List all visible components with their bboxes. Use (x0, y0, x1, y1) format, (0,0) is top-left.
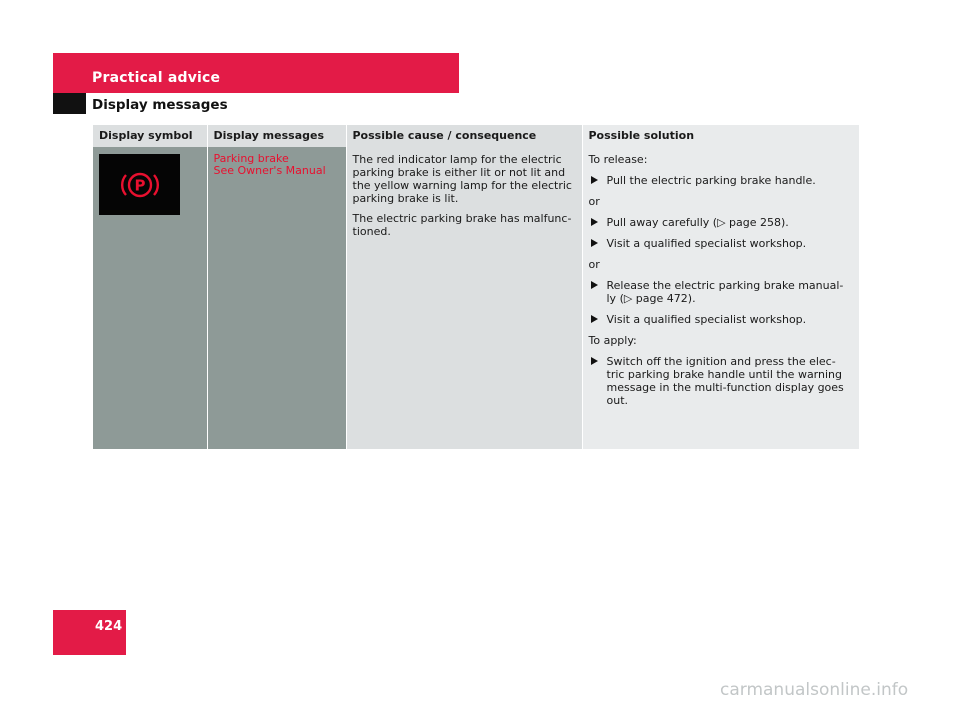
solution-step-text: Pull away carefully (▷ page 258). (606, 216, 789, 229)
or-separator: or (588, 195, 600, 208)
chapter-title: Practical advice (92, 70, 221, 86)
section-marker (53, 93, 86, 114)
message-cell (207, 147, 346, 449)
message-line-see-manual: See Owner's Manual (213, 164, 326, 177)
cause-text: The electric parking brake has malfunc-tioned. (352, 212, 572, 238)
display-messages-table (93, 125, 860, 449)
list-item (589, 313, 853, 326)
list-item (589, 174, 853, 187)
arrow-right-icon (591, 357, 598, 365)
arrow-right-icon (591, 315, 598, 323)
list-item (589, 279, 853, 305)
svg-text:P: P (134, 176, 145, 194)
symbol-cell (93, 147, 207, 449)
cause-text: The red indicator lamp for the electric parking brake is either lit or not lit and the yellow warning lamp for the electric parking brake is lit. (352, 153, 572, 205)
message-line-parking-brake: Parking brake (213, 152, 289, 165)
solution-cell (582, 147, 859, 449)
cause-cell (346, 147, 582, 449)
watermark: carmanualsonline.info (720, 680, 909, 700)
arrow-right-icon (591, 176, 598, 184)
solution-step-text: Visit a qualified specialist workshop. (606, 313, 807, 326)
column-header-messages: Display messages (207, 125, 346, 147)
column-header-symbol: Display symbol (93, 125, 207, 147)
table-header-row (93, 125, 859, 147)
list-item (589, 355, 853, 407)
solution-step-text: Release the electric parking brake manual-ly (▷ page 472). (606, 279, 844, 305)
table-row (93, 147, 859, 449)
column-header-solution: Possible solution (582, 125, 859, 147)
arrow-right-icon (591, 281, 598, 289)
solution-step-text: Pull the electric parking brake handle. (606, 174, 816, 187)
arrow-right-icon (591, 218, 598, 226)
list-item (589, 216, 853, 229)
apply-label: To apply: (588, 334, 637, 347)
list-item (589, 237, 853, 250)
solution-step-text: Visit a qualified specialist workshop. (606, 237, 807, 250)
page-number: 424 (95, 619, 123, 634)
section-title: Display messages (92, 97, 228, 113)
column-header-cause: Possible cause / consequence (346, 125, 582, 147)
arrow-right-icon (591, 239, 598, 247)
release-label: To release: (588, 153, 648, 166)
solution-step-text: Switch off the ignition and press the elec-tric parking brake handle until the warning message in the multi-function display goes out. (606, 355, 844, 407)
parking-brake-warning-icon (99, 154, 180, 215)
or-separator: or (588, 258, 600, 271)
